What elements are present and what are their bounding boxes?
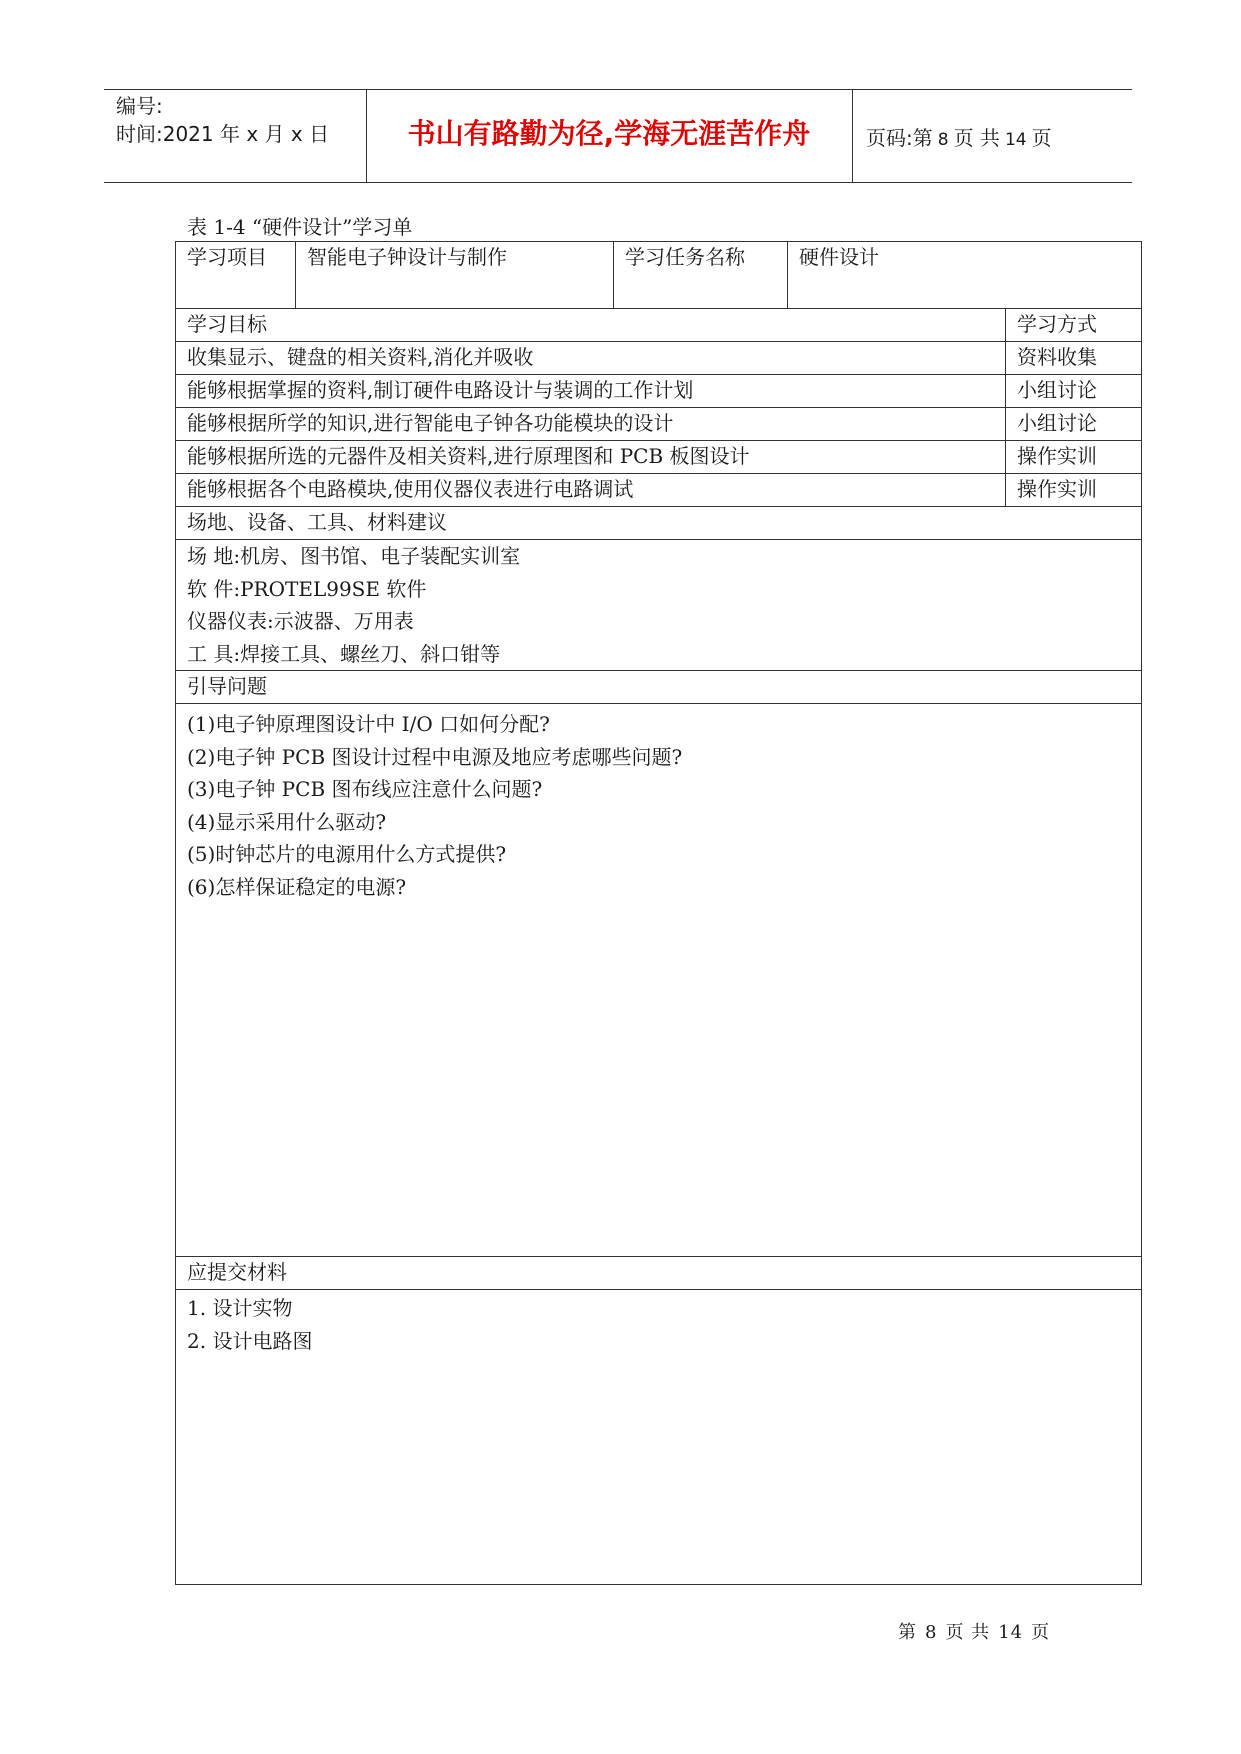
goal-method: 小组讨论 <box>1006 408 1142 441</box>
goal-text: 能够根据各个电路模块,使用仪器仪表进行电路调试 <box>176 474 1006 507</box>
page-prefix: 页码:第 <box>866 126 933 150</box>
resource-item: 场 地:机房、图书馆、电子装配实训室 <box>187 544 521 568</box>
material-item: 1. 设计实物 <box>187 1296 293 1320</box>
header-divider <box>852 90 853 182</box>
materials-header-row <box>176 1257 1142 1290</box>
materials-header: 应提交材料 <box>176 1257 1142 1290</box>
materials-cell <box>176 1290 1142 1585</box>
goal-text: 能够根据所学的知识,进行智能电子钟各功能模块的设计 <box>176 408 1006 441</box>
goal-text: 收集显示、键盘的相关资料,消化并吸收 <box>176 342 1006 375</box>
questions-cell <box>176 704 1142 1257</box>
footer-prefix: 第 <box>898 1622 917 1643</box>
task-value: 硬件设计 <box>788 242 1142 309</box>
goal-method: 操作实训 <box>1006 441 1142 474</box>
footer-suffix: 页 <box>1031 1622 1051 1643</box>
resources-row <box>176 540 1142 671</box>
project-row <box>176 242 1142 309</box>
questions-row <box>176 704 1142 1257</box>
goals-header: 学习目标 <box>176 309 1006 342</box>
question-item: (2)电子钟 PCB 图设计过程中电源及地应考虑哪些问题? <box>187 744 683 769</box>
goal-method: 小组讨论 <box>1006 375 1142 408</box>
resource-item: 仪器仪表:示波器、万用表 <box>187 609 414 633</box>
question-item: (5)时钟芯片的电源用什么方式提供? <box>187 842 507 866</box>
time-label: 时间:2021 年 x 月 x 日 <box>116 122 330 146</box>
goal-row <box>176 441 1142 474</box>
method-header: 学习方式 <box>1006 309 1142 342</box>
resources-header: 场地、设备、工具、材料建议 <box>176 507 1142 540</box>
footer-mid: 页 共 <box>945 1622 991 1643</box>
header-motto: 书山有路勤为径,学海无涯苦作舟 <box>407 117 811 150</box>
goal-method: 资料收集 <box>1006 342 1142 375</box>
page-header <box>104 89 1132 183</box>
resources-cell <box>176 540 1142 671</box>
code-label: 编号: <box>116 94 163 118</box>
materials-row <box>176 1290 1142 1585</box>
goal-row <box>176 342 1142 375</box>
question-item: (4)显示采用什么驱动? <box>187 809 387 834</box>
header-page-number <box>866 122 1052 151</box>
page-suffix: 页 <box>1031 126 1052 150</box>
study-sheet-table <box>175 241 1142 1585</box>
table-caption: 表 1-4 “硬件设计”学习单 <box>187 215 413 239</box>
goals-header-row <box>176 309 1142 342</box>
footer-current: 8 <box>925 1622 938 1643</box>
goal-text: 能够根据掌握的资料,制订硬件电路设计与装调的工作计划 <box>176 375 1006 408</box>
goal-row <box>176 474 1142 507</box>
material-item: 2. 设计电路图 <box>187 1328 313 1353</box>
task-label: 学习任务名称 <box>614 242 788 309</box>
questions-header-row <box>176 671 1142 704</box>
goal-row <box>176 408 1142 441</box>
project-label: 学习项目 <box>176 242 296 309</box>
question-item: (1)电子钟原理图设计中 I/O 口如何分配? <box>187 712 550 736</box>
page-current: 8 <box>937 130 949 150</box>
goal-method: 操作实训 <box>1006 474 1142 507</box>
page-mid: 页 共 <box>953 126 1000 150</box>
goal-row <box>176 375 1142 408</box>
project-value: 智能电子钟设计与制作 <box>296 242 614 309</box>
questions-header: 引导问题 <box>176 671 1142 704</box>
header-left <box>116 92 366 148</box>
question-item: (6)怎样保证稳定的电源? <box>187 874 407 899</box>
goal-text: 能够根据所选的元器件及相关资料,进行原理图和 PCB 板图设计 <box>176 441 1006 474</box>
footer-total: 14 <box>998 1622 1024 1643</box>
question-item: (3)电子钟 PCB 图布线应注意什么问题? <box>187 777 543 801</box>
page-footer <box>894 1618 1054 1644</box>
resource-item: 软 件:PROTEL99SE 软件 <box>187 576 427 601</box>
resource-item: 工 具:焊接工具、螺丝刀、斜口钳等 <box>187 641 501 666</box>
page-total: 14 <box>1004 130 1027 150</box>
resources-header-row <box>176 507 1142 540</box>
